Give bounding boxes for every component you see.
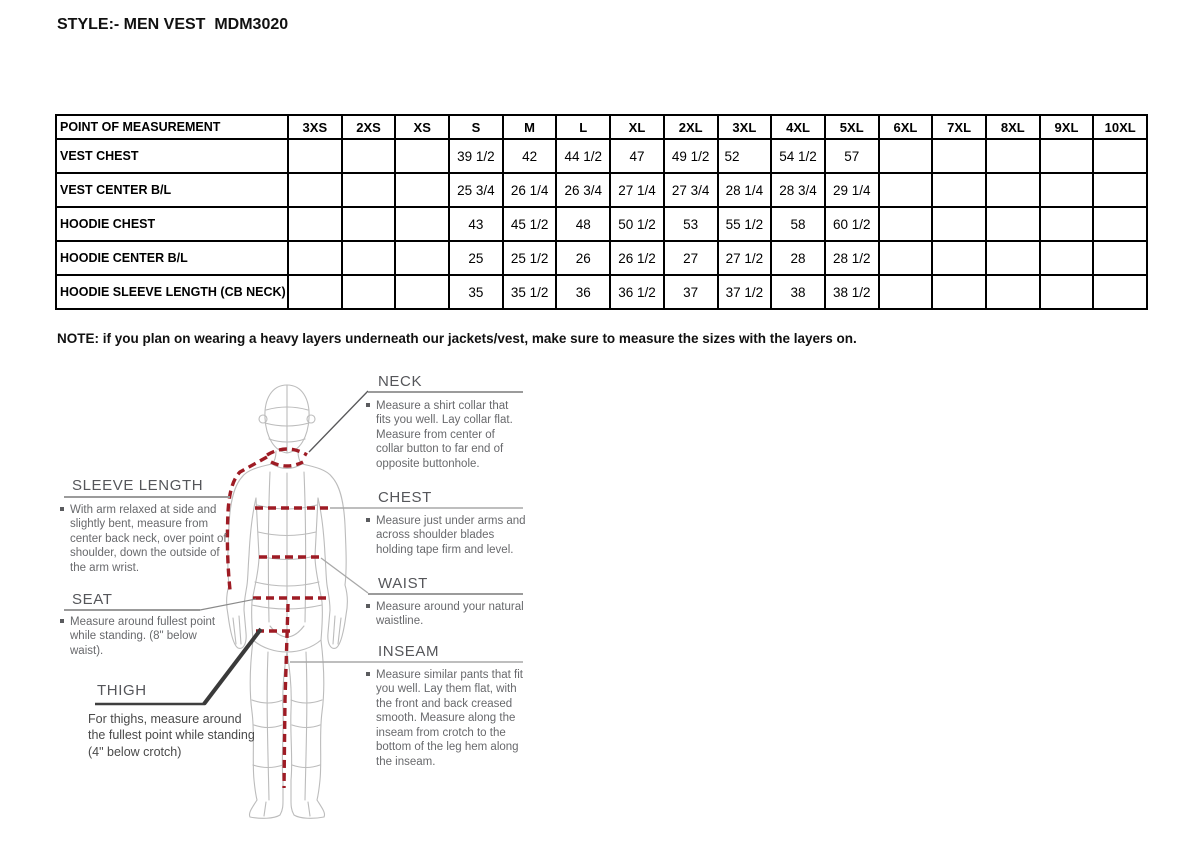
size-cell (395, 139, 449, 173)
size-cell (395, 275, 449, 309)
inseam-description (366, 668, 526, 769)
size-cell: 48 (556, 207, 610, 241)
bullet-square-icon (60, 507, 64, 511)
size-cell (395, 207, 449, 241)
waist-description (366, 600, 524, 629)
size-cell (932, 207, 986, 241)
size-cell (288, 241, 342, 275)
column-header-size: 6XL (879, 115, 933, 139)
size-cell (288, 139, 342, 173)
column-header-size: L (556, 115, 610, 139)
size-cell: 42 (503, 139, 557, 173)
waist-heading: WAIST (378, 575, 428, 592)
size-cell: 28 3/4 (771, 173, 825, 207)
size-cell: 27 1/2 (718, 241, 772, 275)
row-label: HOODIE CENTER B/L (56, 241, 288, 275)
size-cell (986, 275, 1040, 309)
sleeve-length-description-text: With arm relaxed at side and slightly bent, measure from center back neck, over point of shoulder, down the outside of the arm wrist. (70, 504, 227, 574)
column-header-size: 8XL (986, 115, 1040, 139)
column-header-size: 2XS (342, 115, 396, 139)
column-header-size: XL (610, 115, 664, 139)
seat-leader-line (200, 599, 256, 610)
column-header-size: M (503, 115, 557, 139)
table-row-hoodie-sleeve-length (56, 275, 1147, 309)
row-label: HOODIE CHEST (56, 207, 288, 241)
size-cell: 49 1/2 (664, 139, 718, 173)
page-title: STYLE:- MEN VEST MDM3020 (57, 16, 289, 33)
column-header-size: 3XS (288, 115, 342, 139)
size-cell: 37 (664, 275, 718, 309)
size-cell (342, 275, 396, 309)
size-cell (986, 241, 1040, 275)
neck-section (378, 373, 422, 390)
seat-description-text: Measure around fullest point while standing. (8" below waist). (70, 616, 216, 657)
chest-heading: CHEST (378, 489, 432, 506)
column-header-size: S (449, 115, 503, 139)
size-cell (1093, 207, 1147, 241)
neck-leader-line (309, 391, 368, 452)
size-cell: 36 (556, 275, 610, 309)
thigh-section (97, 682, 147, 699)
size-cell (395, 241, 449, 275)
bullet-square-icon (366, 604, 370, 608)
size-cell (1040, 139, 1094, 173)
size-cell: 58 (771, 207, 825, 241)
size-cell: 28 (771, 241, 825, 275)
table-row-hoodie-chest (56, 207, 1147, 241)
size-cell (932, 173, 986, 207)
size-cell: 50 1/2 (610, 207, 664, 241)
size-cell (288, 275, 342, 309)
size-cell (1040, 275, 1094, 309)
size-cell: 25 1/2 (503, 241, 557, 275)
size-cell (879, 275, 933, 309)
row-label: VEST CHEST (56, 139, 288, 173)
inseam-section (378, 643, 439, 660)
seat-heading: SEAT (72, 591, 113, 608)
sleeve-length-section (72, 477, 203, 494)
size-chart-table (55, 114, 1148, 310)
chest-section (378, 489, 432, 506)
size-cell (932, 275, 986, 309)
size-cell (879, 139, 933, 173)
size-cell (1093, 139, 1147, 173)
size-cell: 38 1/2 (825, 275, 879, 309)
size-cell: 43 (449, 207, 503, 241)
size-cell: 60 1/2 (825, 207, 879, 241)
size-cell: 26 1/2 (610, 241, 664, 275)
column-header-point-of-measurement: POINT OF MEASUREMENT (56, 115, 288, 139)
size-cell (395, 173, 449, 207)
size-cell (342, 139, 396, 173)
size-cell: 57 (825, 139, 879, 173)
column-header-size: 4XL (771, 115, 825, 139)
size-cell: 35 1/2 (503, 275, 557, 309)
size-cell (1093, 275, 1147, 309)
sleeve-length-measure-line (227, 457, 267, 590)
thigh-description-text: For thighs, measure around the fullest point while standing (4" below crotch) (88, 712, 255, 759)
size-cell (342, 207, 396, 241)
column-header-size: 10XL (1093, 115, 1147, 139)
size-cell: 52 (718, 139, 772, 173)
size-cell (1040, 173, 1094, 207)
size-cell: 28 1/2 (825, 241, 879, 275)
sleeve-length-description (60, 503, 228, 575)
inseam-heading: INSEAM (378, 643, 440, 660)
column-header-size: 5XL (825, 115, 879, 139)
neck-description (366, 399, 524, 471)
size-cell: 38 (771, 275, 825, 309)
size-cell: 55 1/2 (718, 207, 772, 241)
inseam-description-text: Measure similar pants that fit you well. Lay them flat, with the front and back creased smooth. Measure along the inseam from crotch to the bottom of the leg hem along the inseam. (376, 669, 524, 768)
neck-description-text: Measure a shirt collar that fits you well. Lay collar flat. Measure from center of collar button to far end of opposite buttonhole. (376, 400, 513, 470)
size-cell: 36 1/2 (610, 275, 664, 309)
size-cell: 45 1/2 (503, 207, 557, 241)
size-cell: 25 (449, 241, 503, 275)
size-cell (986, 207, 1040, 241)
sleeve-length-heading: SLEEVE LENGTH (72, 477, 204, 494)
size-cell: 26 1/4 (503, 173, 557, 207)
size-cell: 54 1/2 (771, 139, 825, 173)
size-cell (342, 173, 396, 207)
column-header-size: XS (395, 115, 449, 139)
seat-description (60, 615, 225, 658)
size-cell (1040, 241, 1094, 275)
size-cell (879, 241, 933, 275)
seat-section (72, 591, 112, 608)
size-cell (932, 241, 986, 275)
thigh-description (88, 711, 256, 760)
size-cell (986, 173, 1040, 207)
size-cell (932, 139, 986, 173)
size-cell: 44 1/2 (556, 139, 610, 173)
table-row-hoodie-center-bl (56, 241, 1147, 275)
size-cell (288, 207, 342, 241)
size-cell: 37 1/2 (718, 275, 772, 309)
column-header-size: 9XL (1040, 115, 1094, 139)
size-cell: 27 (664, 241, 718, 275)
table-row-vest-center-bl (56, 173, 1147, 207)
size-cell: 28 1/4 (718, 173, 772, 207)
size-cell: 29 1/4 (825, 173, 879, 207)
thigh-heading: THIGH (97, 682, 147, 699)
chest-description-text: Measure just under arms and across shoulder blades holding tape firm and level. (376, 515, 526, 556)
note-text: NOTE: if you plan on wearing a heavy layers underneath our jackets/vest, make sure to measure the sizes with the layers on. (57, 331, 857, 346)
size-cell (342, 241, 396, 275)
bullet-square-icon (60, 619, 64, 623)
neck-heading: NECK (378, 373, 423, 390)
size-cell: 26 (556, 241, 610, 275)
table-header-row (56, 115, 1147, 139)
row-label: VEST CENTER B/L (56, 173, 288, 207)
bullet-square-icon (366, 672, 370, 676)
bullet-square-icon (366, 403, 370, 407)
row-label: HOODIE SLEEVE LENGTH (CB NECK) (56, 275, 288, 309)
size-cell: 25 3/4 (449, 173, 503, 207)
size-cell (879, 173, 933, 207)
size-cell (1040, 207, 1094, 241)
size-cell: 27 1/4 (610, 173, 664, 207)
size-cell (288, 173, 342, 207)
chest-description (366, 514, 526, 557)
waist-leader-line (321, 558, 368, 593)
size-cell: 53 (664, 207, 718, 241)
size-cell (879, 207, 933, 241)
size-cell (1093, 173, 1147, 207)
size-cell: 27 3/4 (664, 173, 718, 207)
size-cell: 39 1/2 (449, 139, 503, 173)
size-cell: 47 (610, 139, 664, 173)
size-cell (986, 139, 1040, 173)
column-header-size: 2XL (664, 115, 718, 139)
bullet-square-icon (366, 518, 370, 522)
size-cell: 26 3/4 (556, 173, 610, 207)
size-cell: 35 (449, 275, 503, 309)
column-header-size: 7XL (932, 115, 986, 139)
waist-description-text: Measure around your natural waistline. (376, 601, 524, 628)
waist-section (378, 575, 428, 592)
column-header-size: 3XL (718, 115, 772, 139)
size-cell (1093, 241, 1147, 275)
neck-measure-line-lower (271, 462, 303, 466)
table-row-vest-chest (56, 139, 1147, 173)
